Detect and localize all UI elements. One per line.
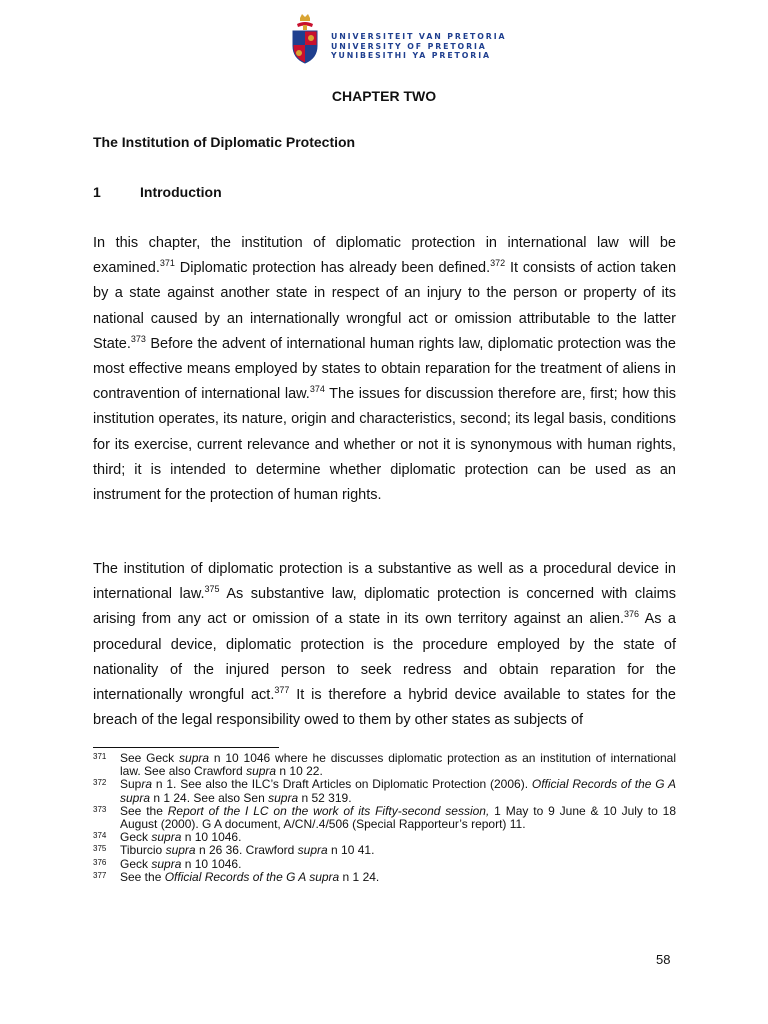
text-run: n 1. See also the ILC’s Draft Articles on Diplomatic Protection (2006). — [152, 777, 532, 792]
paragraph-2 — [93, 557, 676, 733]
italic-text: supra — [246, 764, 277, 779]
text-run: n 10 1046 where he discusses diplomatic protection as an institution of international law. See also Crawford — [120, 751, 677, 779]
footnote-377 — [93, 871, 676, 884]
text-run: It consists of action taken by a state against another state in respect of an injury to the person or property of its national caused by an internationally wrongful act or omission attributable to the latter State. — [93, 260, 677, 352]
footnote-371 — [93, 752, 676, 778]
footnote-373 — [93, 805, 676, 831]
footnote-reference: 375 — [204, 584, 220, 595]
text-run: See the — [120, 869, 165, 884]
university-crest-icon — [288, 12, 322, 64]
text-run: In this chapter, the institution of diplomatic protection in international law will be examined. — [93, 235, 676, 277]
footnote-divider — [93, 747, 279, 748]
footnote-text — [120, 871, 676, 884]
footnote-372 — [93, 778, 676, 804]
footnotes — [93, 752, 676, 884]
text-run: n 26 36. Crawford — [195, 843, 298, 858]
footnote-reference: 377 — [274, 685, 290, 696]
text-run: 1 May to 9 June & 10 July to 18 August (2000). G A document, A/CN/.4/506 (Special Rapporteur’s report) 11. — [120, 803, 676, 832]
page-number: 58 — [656, 952, 671, 967]
university-name-afrikaans: UNIVERSITEIT VAN PRETORIA — [331, 32, 507, 41]
italic-text: ra — [141, 777, 153, 792]
footnote-number: 372 — [93, 778, 107, 788]
university-names — [331, 32, 506, 61]
text-run: n 10 41. — [327, 843, 375, 858]
footnote-reference: 372 — [490, 258, 506, 269]
section-title: The Institution of Diplomatic Protection — [93, 134, 356, 150]
italic-text: Official Records of the G A supra — [164, 869, 340, 884]
text-run: It is therefore a hybrid device available to states for the breach of the legal responsibility owed to them by other states as subjects of — [93, 687, 676, 729]
footnote-text — [120, 752, 676, 778]
text-run: Diplomatic protection has already been defined. — [174, 260, 491, 277]
university-name-english: UNIVERSITY OF PRETORIA — [331, 41, 487, 51]
italic-text: supra — [165, 843, 196, 858]
text-run: Geck — [120, 856, 152, 871]
text-run: As substantive law, diplomatic protection is concerned with claims arising from any act or omission of a state in its own territory against an alien. — [93, 586, 677, 628]
chapter-title: CHAPTER TWO — [331, 88, 437, 104]
text-run: The institution of diplomatic protection is a substantive as well as a procedural device in international law. — [93, 561, 676, 603]
text-run: n 1 24. See also Sen — [150, 790, 269, 805]
footnote-text — [120, 805, 676, 831]
italic-text: supra — [151, 830, 182, 845]
text-run: The issues for discussion therefore are, first; how this institution operates, its nature, origin and characteristics, second; its legal basis, conditions for its exercise, current relevance and whether or not it is synonymous with human rights, third; it is intended to determine whether diplomatic protection can be used as an instrument for the protection of human rights. — [93, 386, 676, 504]
text-run: n 10 1046. — [181, 830, 242, 845]
footnote-number: 377 — [93, 870, 107, 880]
italic-text: Report of the I LC on the work of its Fifty-second session, — [167, 803, 490, 818]
footnote-number: 375 — [93, 844, 107, 854]
italic-text: supra — [268, 790, 299, 805]
footnote-number: 374 — [93, 831, 107, 841]
italic-text: Official Records of the G A supra — [120, 777, 677, 805]
text-run: See the — [120, 803, 168, 818]
footnote-number: 371 — [93, 752, 107, 761]
italic-text: supra — [179, 751, 210, 765]
text-run: n 10 22. — [276, 764, 323, 779]
university-name-sepedi: YUNIBESITHI YA PRETORIA — [331, 51, 491, 60]
text-run: As a procedural device, diplomatic protection is the procedure employed by the state of nationality of the injured person to seek redress and obtain reparation for the internationally wrongful act. — [93, 611, 676, 704]
text-run: Before the advent of international human rights law, diplomatic protection was the most effective means employed by states to obtain reparation for the treatment of aliens in contravention of international law. — [93, 335, 676, 403]
footnote-number: 376 — [93, 857, 107, 867]
heading-text: Introduction — [140, 184, 222, 200]
footnote-reference: 374 — [309, 384, 325, 395]
footnote-reference: 371 — [159, 258, 175, 269]
text-run: Tiburcio — [120, 843, 166, 858]
footnote-text — [120, 778, 676, 804]
university-logo — [288, 12, 507, 64]
paragraph-1 — [93, 231, 676, 508]
italic-text: supra — [297, 843, 328, 858]
heading-number: 1 — [93, 184, 101, 200]
footnote-number: 373 — [93, 804, 107, 814]
text-run: n 1 24. — [339, 869, 380, 884]
footnote-reference: 376 — [624, 609, 640, 620]
text-run: Sup — [120, 777, 142, 792]
text-run: See Geck — [120, 751, 180, 765]
italic-text: supra — [151, 856, 182, 871]
footnote-reference: 373 — [130, 333, 146, 344]
text-run: n 10 1046. — [181, 856, 242, 871]
text-run: n 52 319. — [298, 790, 352, 805]
text-run: Geck — [120, 830, 152, 845]
